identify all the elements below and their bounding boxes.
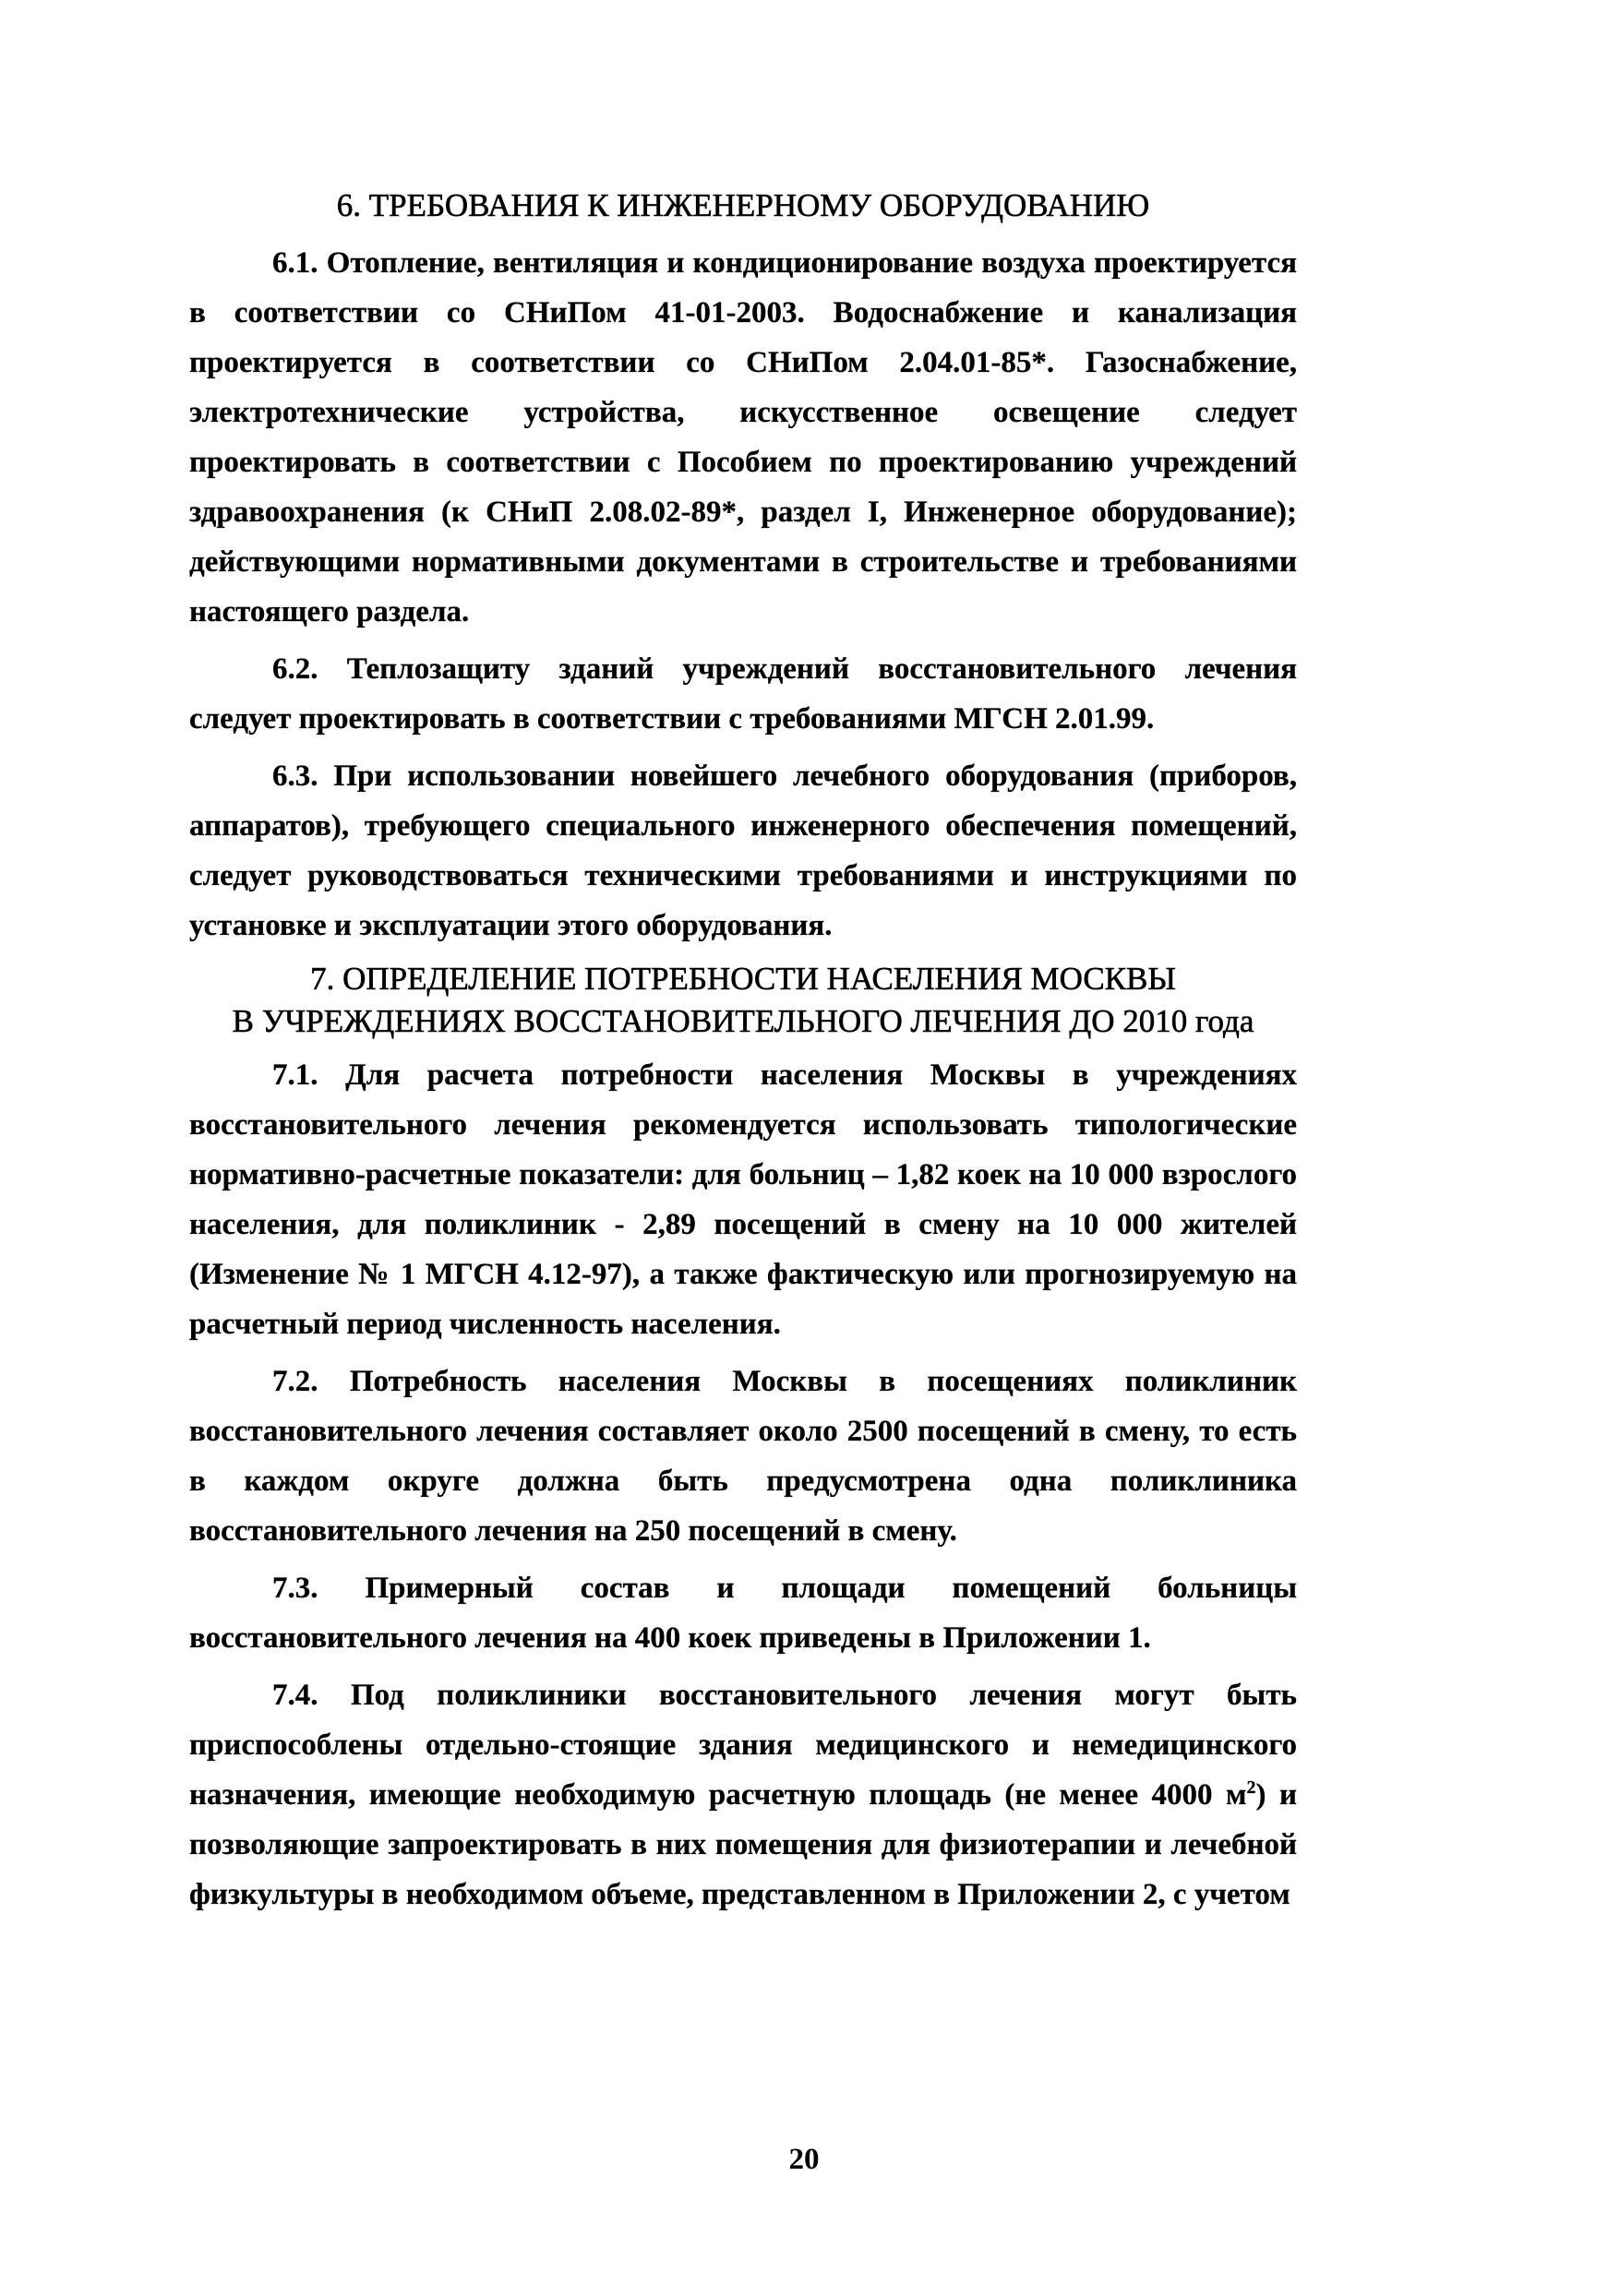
superscript-2: 2 — [1246, 1777, 1256, 1798]
paragraph-6-2: 6.2. Теплозащиту зданий учреждений восстановительного лечения следует проектировать в соответствии с требованиями МГСН 2.01.99. — [189, 652, 1297, 735]
section-6-heading: 6. ТРЕБОВАНИЯ К ИНЖЕНЕРНОМУ ОБОРУДОВАНИЮ — [336, 187, 1150, 223]
section-7-heading-line-2: В УЧРЕЖДЕНИЯХ ВОССТАНОВИТЕЛЬНОГО ЛЕЧЕНИЯ ДО 2010 года — [232, 1003, 1254, 1039]
paragraph-7-4-text-start: 7.4. Под поликлиники восстановительного лечения могут быть приспособлены отдельно-стоящие здания медицинского и немедицинского назначения, имеющие необходимую расчетную площадь (не менее 4000 м — [189, 1679, 1297, 1812]
document-page — [189, 185, 1297, 1927]
paragraph-7-4 — [189, 1670, 1297, 1919]
paragraph-6-3: 6.3. При использовании новейшего лечебного оборудования (приборов, аппаратов), требующего специального инженерного обеспечения помещений, следует руководствоваться техническими требованиями и инструкциями по установке и эксплуатации этого оборудования. — [189, 759, 1297, 942]
paragraph-6-1: 6.1. Отопление, вентиляция и кондиционирование воздуха проектируется в соответствии со СНиПом 41-01-2003. Водоснабжение и канализация проектируется в соответствии со СНиПом 2.04.01-85*. Газоснабжение, электротехнические устройства, искусственное освещение следует проектировать в соответствии с Пособием по проектированию учреждений здравоохранения (к СНиП 2.08.02-89*, раздел I, Инженерное оборудование); действующими нормативными документами в строительстве и требованиями настоящего раздела. — [189, 246, 1297, 628]
paragraph-7-1: 7.1. Для расчета потребности населения Москвы в учреждениях восстановительного лечения рекомендуется использовать типологические нормативно-расчетные показатели: для больниц – 1,82 коек на 10 000 взрослого населения, для поликлиник - 2,89 посещений в смену на 10 000 жителей (Изменение № 1 МГСН 4.12-97), а также фактическую или прогнозируемую на расчетный период численность населения. — [189, 1058, 1297, 1341]
paragraph-7-4-text-end: ) и позволяющие запроектировать в них помещения для физиотерапии и лечебной физкультуры в необходимом объеме, представленном в Приложении 2, с учетом — [189, 1778, 1297, 1911]
section-7-heading-line-1: 7. ОПРЕДЕЛЕНИЕ ПОТРЕБНОСТИ НАСЕЛЕНИЯ МОСКВЫ — [310, 961, 1176, 997]
paragraph-7-2: 7.2. Потребность населения Москвы в посещениях поликлиник восстановительного лечения составляет около 2500 посещений в смену, то есть в каждом округе должна быть предусмотрена одна поликлиника восстановительного лечения на 250 посещений в смену. — [189, 1365, 1297, 1548]
paragraph-7-3: 7.3. Примерный состав и площади помещений больницы восстановительного лечения на 400 коек приведены в Приложении 1. — [189, 1572, 1297, 1655]
page-number: 20 — [788, 2143, 820, 2176]
